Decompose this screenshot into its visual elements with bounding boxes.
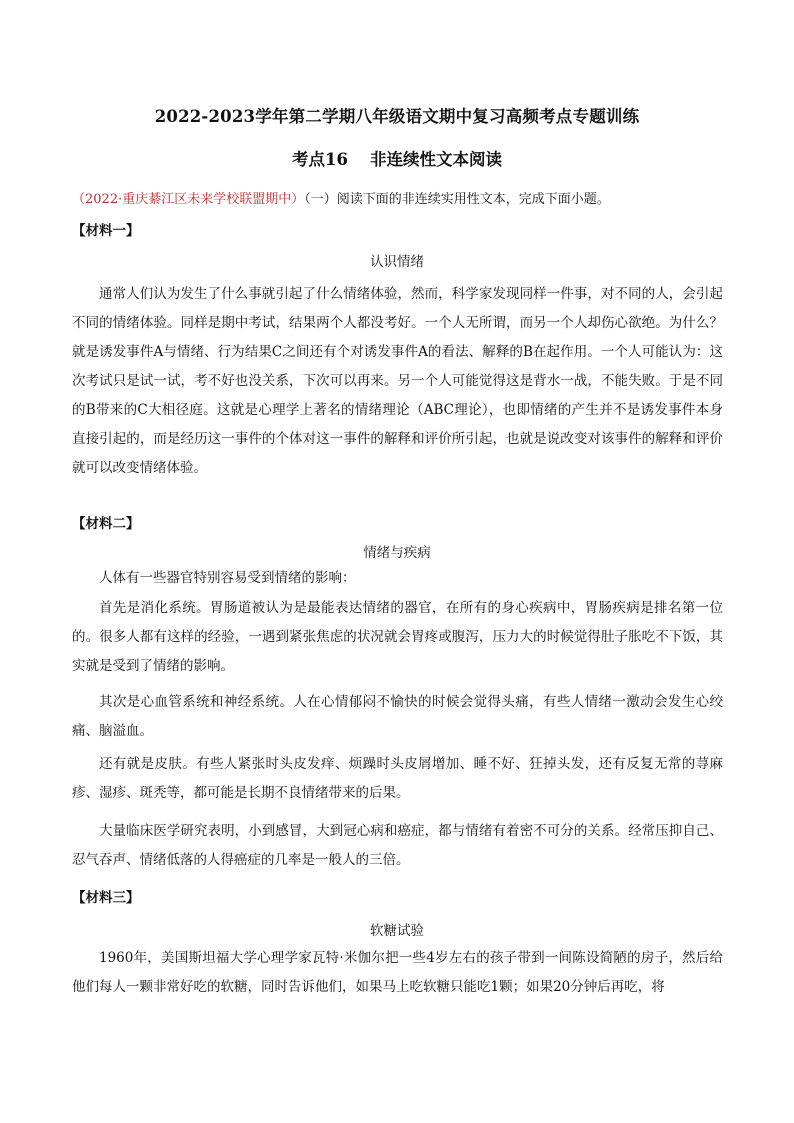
material2-paragraph-5: 大量临床医学研究表明，小到感冒，大到冠心病和癌症，都与情绪有着密不可分的关系。经常压抑自己、忍气吞声、情绪低落的人得癌症的几率是一般人的三倍。 [72, 823, 723, 868]
material1-paragraph: 通常人们认为发生了什么事就引起了什么情绪体验，然而，科学家发现同样一件事，对不同的人，会引起不同的情绪体验。同样是期中考试，结果两个人都没考好。一个人无所谓，而另一个人却伤心欲绝。为什么？就是诱发事件A与情绪、行为结果C之间还有个对诱发事件A的看法、解释的B在起作用。一个人可能认为：这次考试只是试一试，考不好也没关系，下次可以再来。另一个人可能觉得这是背水一战，不能失败。于是不同的B带来的C大相径庭。这就是心理学上著名的情绪理论（ABC理论），也即情绪的产生并不是诱发事件本身直接引起的，而是经历这一事件的个体对这一事件的解释和评价所引起，也就是说改变对该事件的解释和评价就可以改变情绪体验。 [72, 286, 723, 476]
material3-heading: 软糖试验 [370, 923, 424, 939]
material2-paragraph-4: 还有就是皮肤。有些人紧张时头皮发痒、烦躁时头皮屑增加、睡不好、狂掉头发，还有反复无常的荨麻疹、湿疹、斑秃等，都可能是长期不良情绪带来的后果。 [72, 756, 723, 801]
topic-number: 考点16 [292, 150, 348, 169]
topic-heading [0, 146, 794, 170]
material1-label: 【材料一】 [72, 223, 140, 239]
material1-heading: 认识情绪 [370, 254, 424, 270]
topic-name: 非连续性文本阅读 [369, 150, 502, 169]
material3-label: 【材料三】 [72, 890, 140, 906]
question-source: （2022·重庆綦江区未来学校联盟期中） [72, 192, 305, 207]
material2-label: 【材料二】 [72, 516, 140, 532]
material2-heading: 情绪与疾病 [363, 545, 431, 561]
material2-paragraph-1: 人体有一些器官特别容易受到情绪的影响： [99, 570, 356, 586]
material2-paragraph-3: 其次是心血管系统和神经系统。人在心情郁闷不愉快的时候会觉得头痛，有些人情绪一激动会发生心绞痛、脑溢血。 [72, 694, 723, 739]
question-instruction: （一）阅读下面的非连续实用性文本，完成下面小题。 [304, 192, 610, 207]
question-intro [72, 188, 732, 207]
material2-paragraph-2: 首先是消化系统。胃肠道被认为是最能表达情绪的器官，在所有的身心疾病中，胃肠疾病是排名第一位的。很多人都有这样的经验，一遇到紧张焦虑的状况就会胃疼或腹泻，压力大的时候觉得肚子胀吃不下饭，其实就是受到了情绪的影响。 [72, 600, 723, 674]
document-title: 2022-2023学年第二学期八年级语文期中复习高频考点专题训练 [154, 107, 640, 126]
material3-paragraph: 1960年，美国斯坦福大学心理学家瓦特·米伽尔把一些4岁左右的孩子带到一间陈设简陋的房子，然后给他们每人一颗非常好吃的软糖，同时告诉他们，如果马上吃软糖只能吃1颗；如果20分钟后再吃，将 [72, 950, 723, 995]
